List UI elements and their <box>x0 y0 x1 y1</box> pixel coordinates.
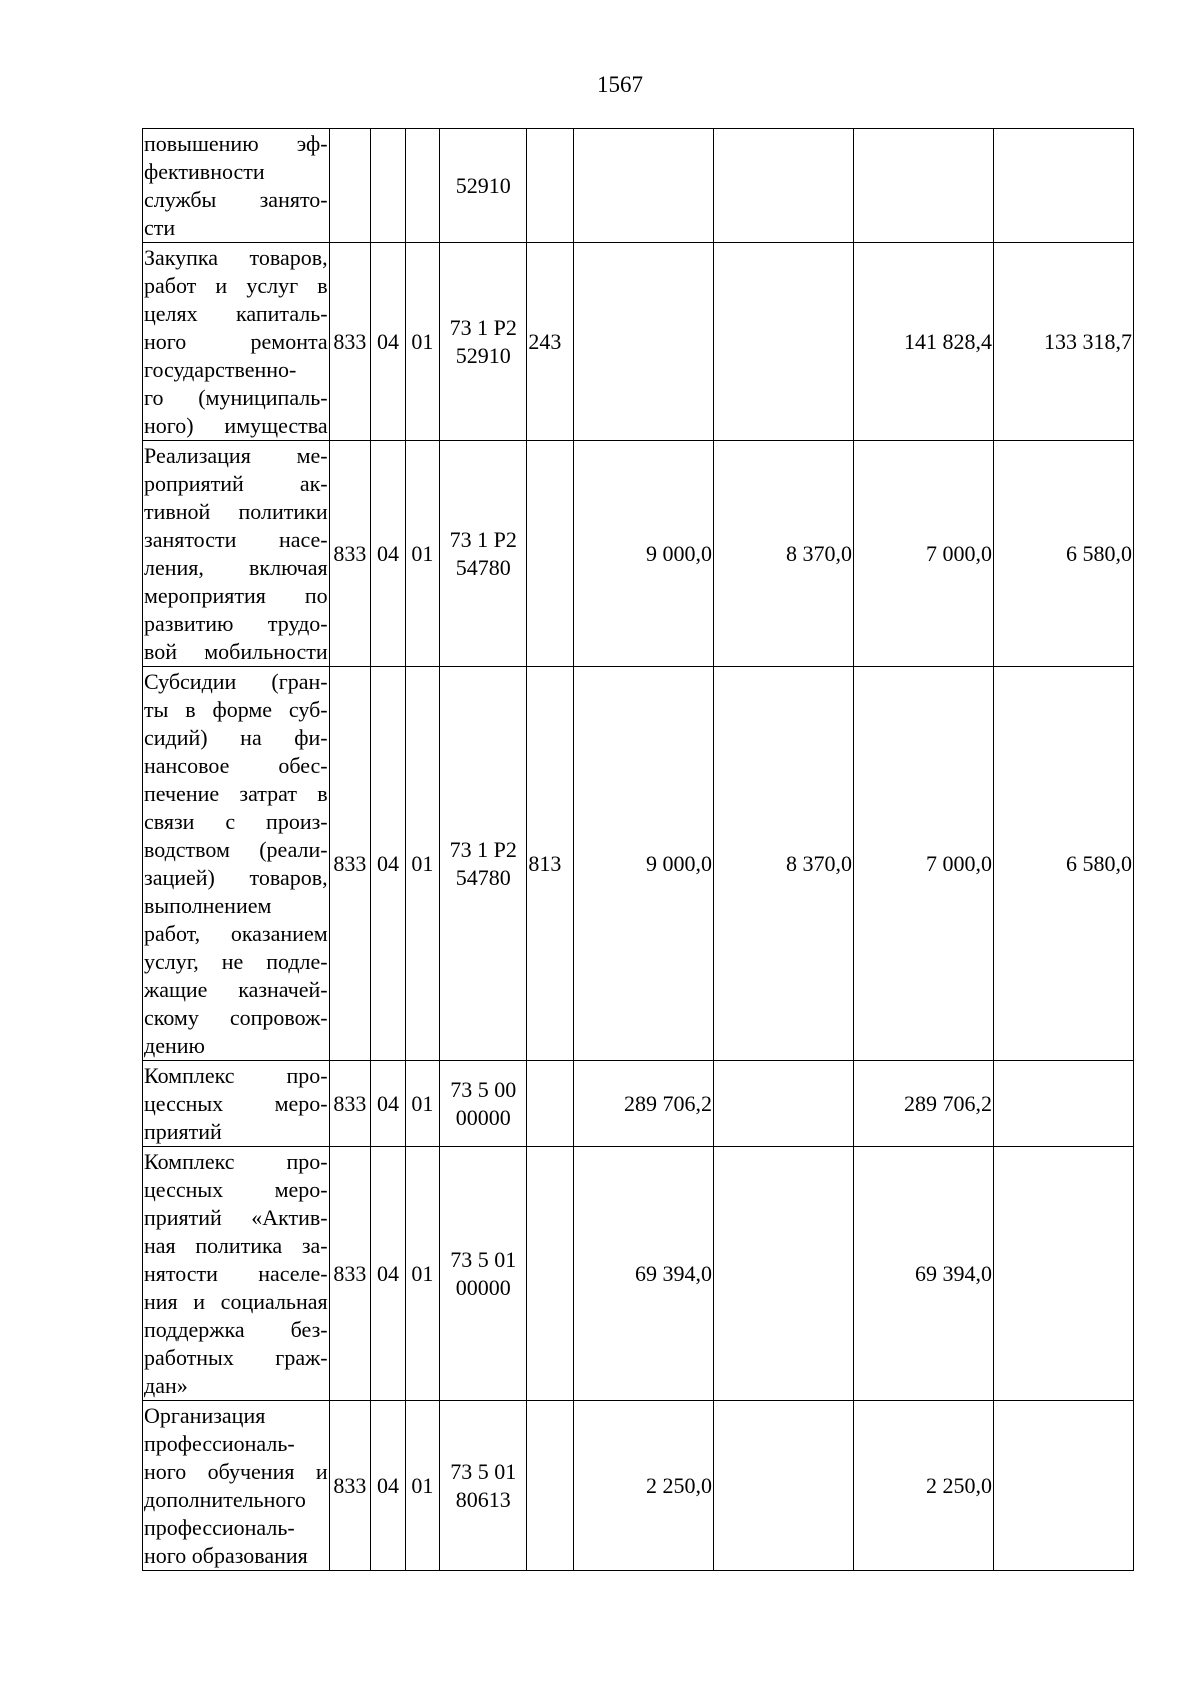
row-name-line: зацией) товаров, <box>144 864 328 890</box>
row-name-line: работ, оказанием <box>144 920 328 946</box>
row-name-cell <box>143 243 330 441</box>
row-name-line: мероприятия по <box>144 582 328 608</box>
row-name-line: нятости населе- <box>144 1260 328 1286</box>
table-row <box>143 667 1134 1061</box>
row-name-line: государственно- <box>144 356 297 382</box>
row-name-line: работных граж- <box>144 1344 328 1370</box>
razdel-cell: 04 <box>371 243 405 441</box>
row-name-line: сидий) на фи- <box>144 724 328 750</box>
row-name-line: ного образования <box>144 1542 308 1568</box>
csr-line: 00000 <box>455 1274 511 1300</box>
row-name-line: сти <box>144 214 176 240</box>
row-name-line: ния и социальная <box>144 1288 328 1314</box>
value-cell-3: 69 394,0 <box>853 1147 993 1401</box>
table-row <box>143 129 1134 243</box>
row-name-line: связи с произ- <box>144 808 328 834</box>
value-cell-1: 2 250,0 <box>574 1401 714 1571</box>
razdel-cell: 04 <box>371 1401 405 1571</box>
csr-line: 73 5 01 <box>450 1246 517 1272</box>
razdel-cell: 04 <box>371 1061 405 1147</box>
row-name-line: Субсидии (гран- <box>144 668 328 694</box>
row-name-line: услуг, не подле- <box>144 948 328 974</box>
vr-cell <box>527 1401 574 1571</box>
podrazdel-cell: 01 <box>405 1401 439 1571</box>
csr-line: 54780 <box>455 554 511 580</box>
csr-line: 54780 <box>455 864 511 890</box>
ved-cell: 833 <box>329 667 371 1061</box>
row-name-line: работ и услуг в <box>144 272 328 298</box>
row-name-line: жащие казначей- <box>144 976 328 1002</box>
row-name-line: дан» <box>144 1372 188 1398</box>
row-name-line: Организация <box>144 1402 266 1428</box>
row-name-line: занятости насе- <box>144 526 328 552</box>
row-name-line: ного ремонта <box>144 328 328 354</box>
csr-line: 52910 <box>455 342 511 368</box>
csr-cell <box>440 1061 527 1147</box>
row-name-cell <box>143 441 330 667</box>
ved-cell <box>329 129 371 243</box>
row-name-line: целях капиталь- <box>144 300 328 326</box>
vr-cell <box>527 441 574 667</box>
row-name-line: Реализация ме- <box>144 442 328 468</box>
row-name-line: печение затрат в <box>144 780 328 806</box>
row-name-line: Комплекс про- <box>144 1148 328 1174</box>
podrazdel-cell: 01 <box>405 667 439 1061</box>
value-cell-4 <box>993 129 1133 243</box>
row-name-line: ты в форме суб- <box>144 696 328 722</box>
value-cell-1 <box>574 129 714 243</box>
ved-cell: 833 <box>329 1147 371 1401</box>
value-cell-3: 7 000,0 <box>853 441 993 667</box>
podrazdel-cell: 01 <box>405 1147 439 1401</box>
value-cell-1 <box>574 243 714 441</box>
podrazdel-cell: 01 <box>405 441 439 667</box>
csr-cell <box>440 667 527 1061</box>
csr-cell <box>440 129 527 243</box>
csr-line: 52910 <box>455 172 511 198</box>
value-cell-4 <box>993 1147 1133 1401</box>
row-name-line: нансовое обес- <box>144 752 328 778</box>
ved-cell: 833 <box>329 1401 371 1571</box>
csr-line: 80613 <box>455 1486 511 1512</box>
budget-table <box>142 128 1134 1571</box>
value-cell-2 <box>714 1061 854 1147</box>
row-name-line: Комплекс про- <box>144 1062 328 1088</box>
csr-line: 73 1 Р2 <box>449 836 517 862</box>
row-name-line: вой мобильности <box>144 638 328 664</box>
csr-line: 73 5 01 <box>450 1458 517 1484</box>
razdel-cell <box>371 129 405 243</box>
csr-line: 73 5 00 <box>450 1076 517 1102</box>
vr-cell: 243 <box>527 243 574 441</box>
row-name-line: дополнительного <box>144 1486 306 1512</box>
row-name-line: ления, включая <box>144 554 328 580</box>
row-name-cell <box>143 1401 330 1571</box>
value-cell-4: 6 580,0 <box>993 441 1133 667</box>
vr-cell: 813 <box>527 667 574 1061</box>
vr-cell <box>527 1147 574 1401</box>
budget-table-body <box>143 129 1134 1571</box>
row-name-line: приятий <box>144 1118 222 1144</box>
razdel-cell: 04 <box>371 667 405 1061</box>
value-cell-3: 141 828,4 <box>853 243 993 441</box>
row-name-line: дению <box>144 1032 205 1058</box>
value-cell-2 <box>714 243 854 441</box>
value-cell-2 <box>714 1147 854 1401</box>
table-row <box>143 1401 1134 1571</box>
csr-cell <box>440 441 527 667</box>
razdel-cell: 04 <box>371 441 405 667</box>
value-cell-1: 289 706,2 <box>574 1061 714 1147</box>
value-cell-1: 9 000,0 <box>574 667 714 1061</box>
table-row <box>143 441 1134 667</box>
ved-cell: 833 <box>329 243 371 441</box>
row-name-line: цессных меро- <box>144 1176 328 1202</box>
razdel-cell: 04 <box>371 1147 405 1401</box>
table-row <box>143 1147 1134 1401</box>
row-name-line: скому сопровож- <box>144 1004 328 1030</box>
podrazdel-cell <box>405 129 439 243</box>
value-cell-2: 8 370,0 <box>714 441 854 667</box>
row-name-cell <box>143 667 330 1061</box>
row-name-line: Закупка товаров, <box>144 244 328 270</box>
podrazdel-cell: 01 <box>405 1061 439 1147</box>
row-name-line: го (муниципаль- <box>144 384 328 410</box>
csr-line: 73 1 Р2 <box>449 526 517 552</box>
value-cell-2: 8 370,0 <box>714 667 854 1061</box>
row-name-line: повышению эф- <box>144 130 328 156</box>
csr-line: 00000 <box>455 1104 511 1130</box>
csr-line: 73 1 Р2 <box>449 314 517 340</box>
csr-cell <box>440 1147 527 1401</box>
row-name-line: поддержка без- <box>144 1316 328 1342</box>
vr-cell <box>527 1061 574 1147</box>
row-name-line: ного) имущества <box>144 412 328 438</box>
row-name-line: службы занято- <box>144 186 328 212</box>
value-cell-4: 133 318,7 <box>993 243 1133 441</box>
value-cell-2 <box>714 129 854 243</box>
value-cell-4 <box>993 1061 1133 1147</box>
table-row <box>143 1061 1134 1147</box>
value-cell-2 <box>714 1401 854 1571</box>
csr-cell <box>440 243 527 441</box>
row-name-line: роприятий ак- <box>144 470 328 496</box>
value-cell-3 <box>853 129 993 243</box>
page-number: 1567 <box>597 72 643 97</box>
row-name-line: водством (реали- <box>144 836 328 862</box>
value-cell-3: 2 250,0 <box>853 1401 993 1571</box>
value-cell-4 <box>993 1401 1133 1571</box>
vr-cell <box>527 129 574 243</box>
row-name-line: цессных меро- <box>144 1090 328 1116</box>
row-name-line: профессиональ- <box>144 1430 295 1456</box>
value-cell-1: 9 000,0 <box>574 441 714 667</box>
row-name-cell <box>143 1061 330 1147</box>
row-name-line: ного обучения и <box>144 1458 328 1484</box>
csr-cell <box>440 1401 527 1571</box>
value-cell-1: 69 394,0 <box>574 1147 714 1401</box>
row-name-line: профессиональ- <box>144 1514 295 1540</box>
ved-cell: 833 <box>329 441 371 667</box>
ved-cell: 833 <box>329 1061 371 1147</box>
row-name-line: фективности <box>144 158 265 184</box>
row-name-cell <box>143 1147 330 1401</box>
row-name-line: развитию трудо- <box>144 610 328 636</box>
value-cell-3: 7 000,0 <box>853 667 993 1061</box>
row-name-cell <box>143 129 330 243</box>
value-cell-3: 289 706,2 <box>853 1061 993 1147</box>
row-name-line: тивной политики <box>144 498 328 524</box>
row-name-line: выполнением <box>144 892 272 918</box>
table-row <box>143 243 1134 441</box>
value-cell-4: 6 580,0 <box>993 667 1133 1061</box>
row-name-line: приятий «Актив- <box>144 1204 328 1230</box>
podrazdel-cell: 01 <box>405 243 439 441</box>
row-name-line: ная политика за- <box>144 1232 328 1258</box>
